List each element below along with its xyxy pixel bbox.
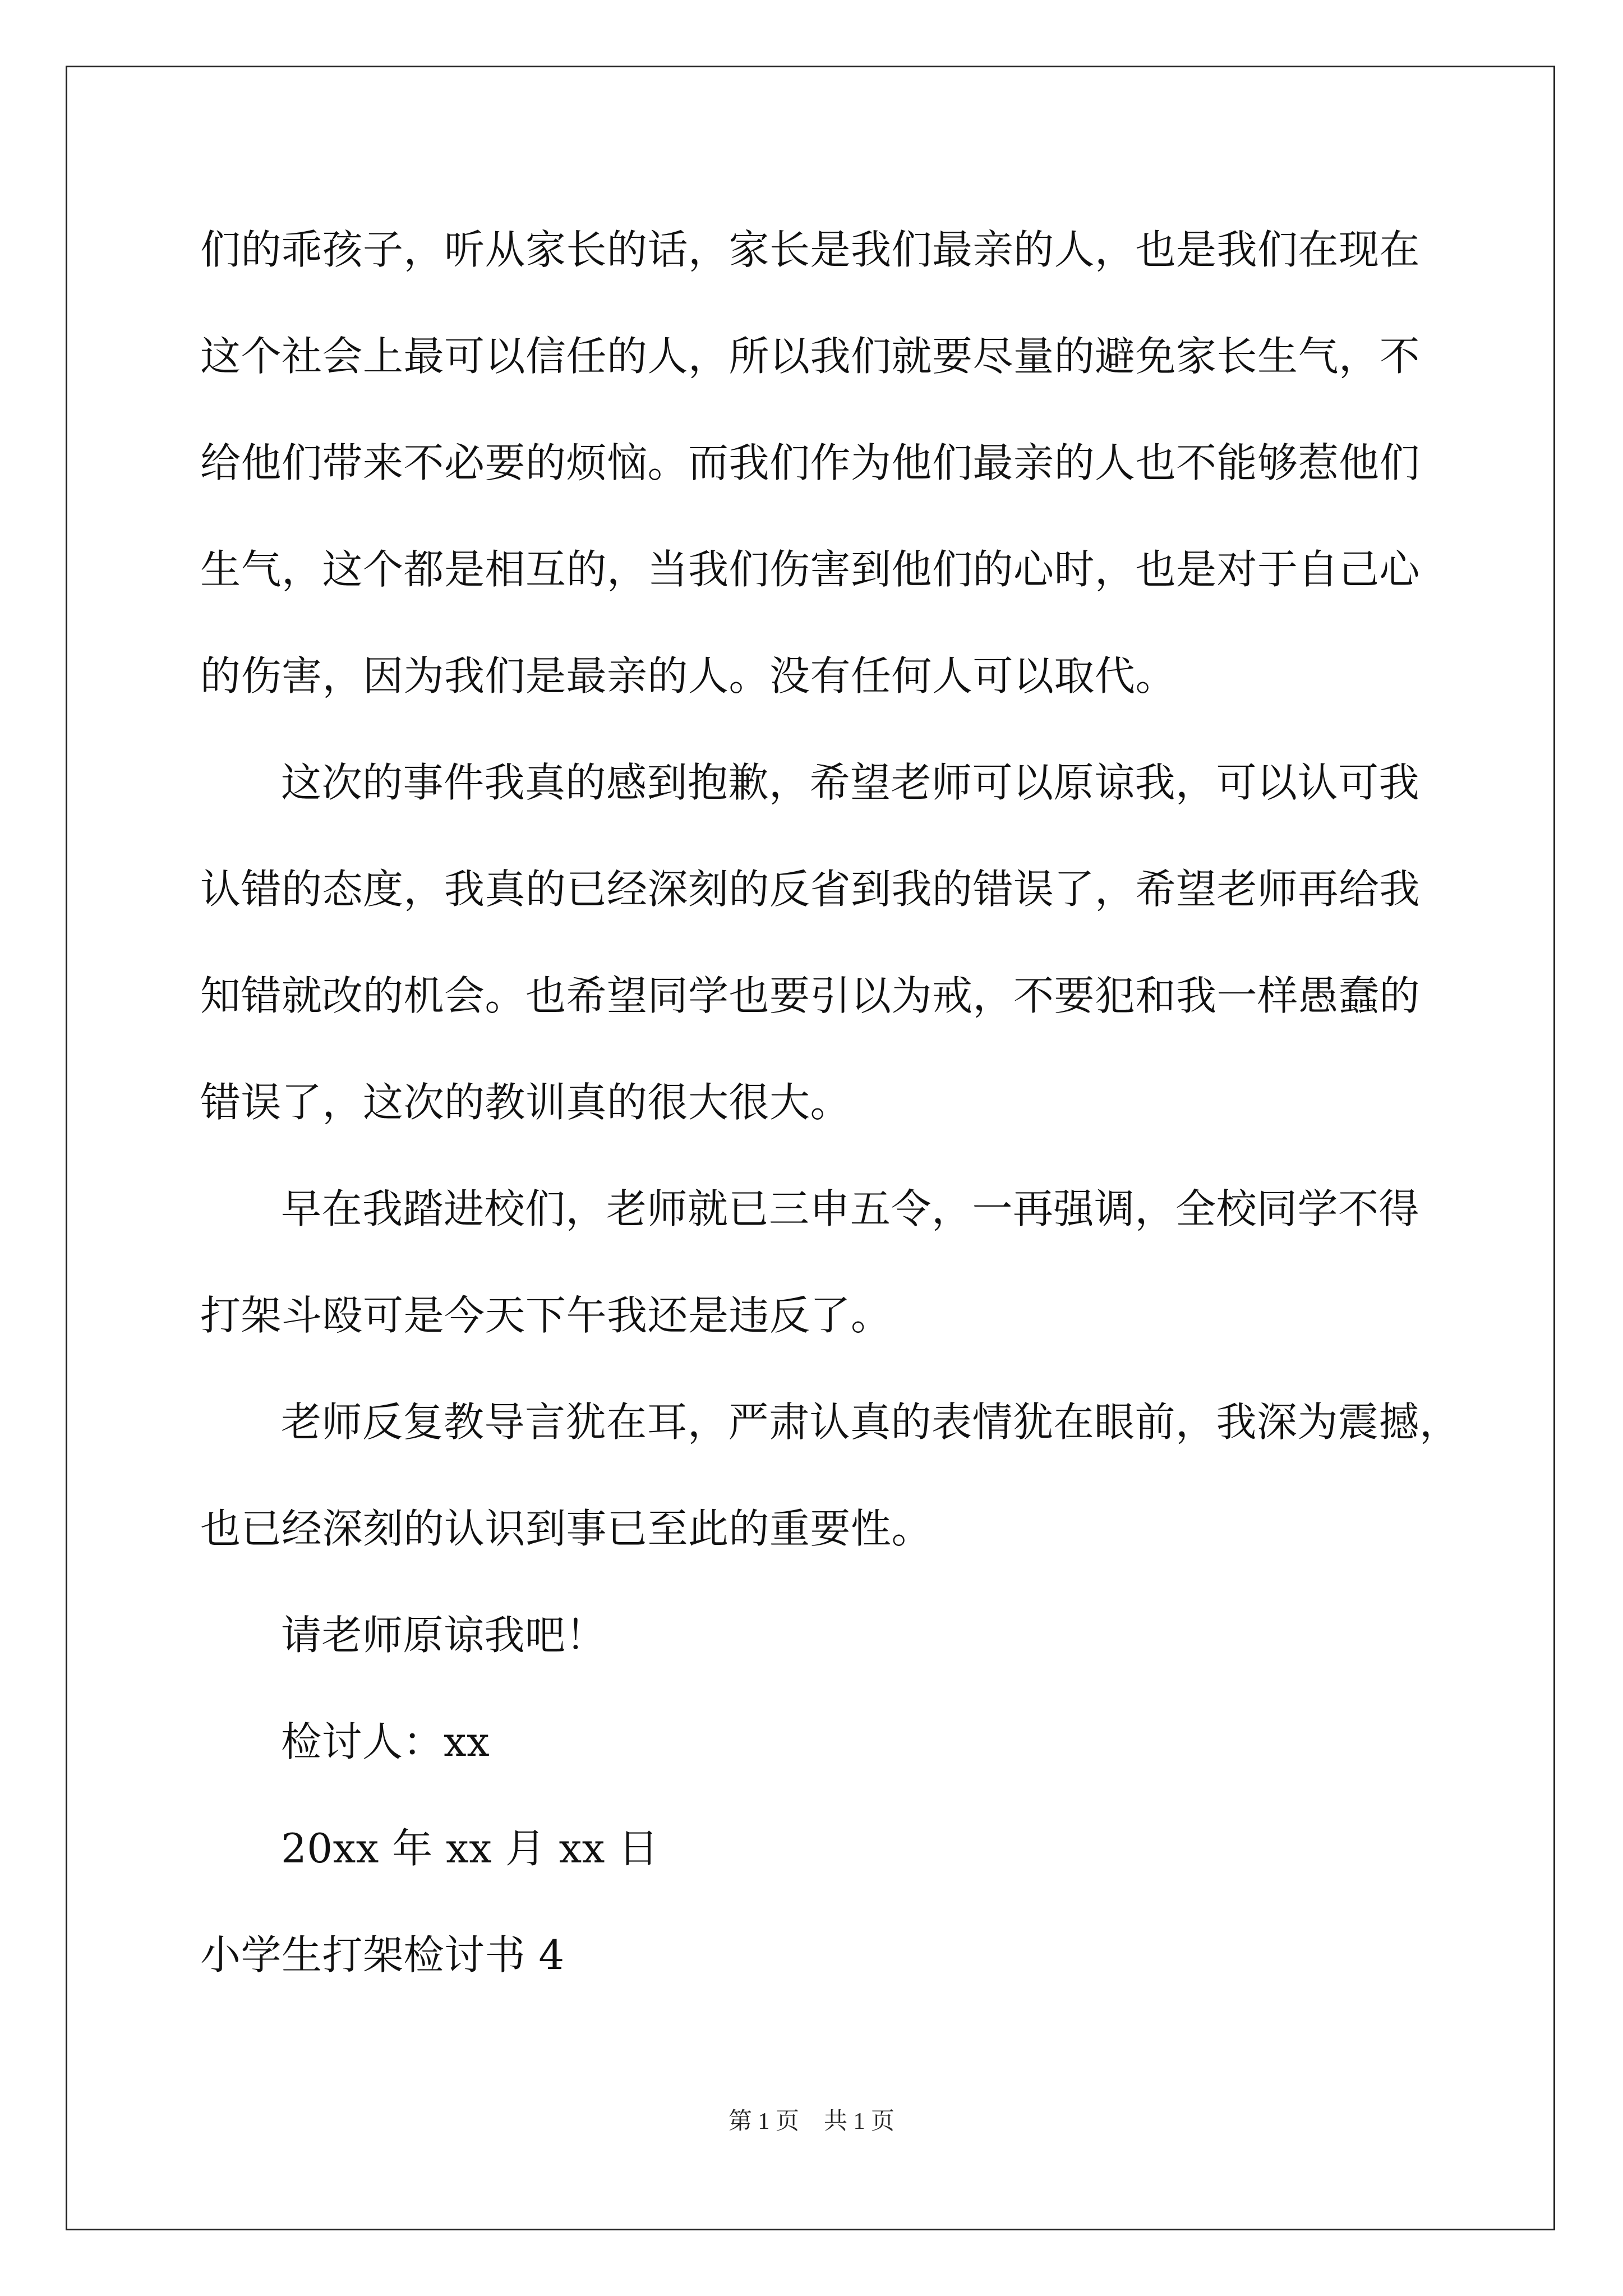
signature-line: 检讨人：xx: [281, 1718, 490, 1765]
text-line: 认错的态度，我真的已经深刻的反省到我的错误了，希望老师再给我: [200, 866, 1421, 913]
paragraph-start: 老师反复教导言犹在耳，严肃认真的表情犹在眼前，我深为震撼，: [281, 1398, 1460, 1446]
text-line: 这个社会上最可以信任的人，所以我们就要尽量的避免家长生气，不: [200, 333, 1421, 380]
text-line: 也已经深刻的认识到事已至此的重要性。: [200, 1505, 933, 1552]
paragraph-start: 这次的事件我真的感到抱歉，希望老师可以原谅我，可以认可我: [281, 759, 1420, 806]
text-line: 的伤害，因为我们是最亲的人。没有任何人可以取代。: [200, 652, 1177, 700]
text-line: 错误了，这次的教训真的很大很大。: [200, 1079, 851, 1126]
text-line: 知错就改的机会。也希望同学也要引以为戒，不要犯和我一样愚蠢的: [200, 972, 1421, 1019]
page-border: [66, 66, 1555, 2230]
next-section-title: 小学生打架检讨书 4: [200, 1931, 565, 1978]
text-line: 打架斗殴可是今天下午我还是违反了。: [200, 1292, 892, 1339]
closing-plea: 请老师原谅我吧！: [281, 1612, 607, 1659]
page-total: 共 1 页: [824, 2109, 895, 2134]
paragraph-start: 早在我踏进校们，老师就已三申五令，一再强调，全校同学不得: [281, 1185, 1420, 1232]
page-footer: [0, 2105, 1623, 2138]
page-number: 第 1 页: [728, 2109, 799, 2134]
text-line: 们的乖孩子，听从家长的话，家长是我们最亲的人，也是我们在现在: [200, 226, 1421, 273]
text-line: 给他们带来不必要的烦恼。而我们作为他们最亲的人也不能够惹他们: [200, 439, 1421, 486]
date-line: 20xx 年 xx 月 xx 日: [281, 1825, 659, 1872]
text-line: 生气，这个都是相互的，当我们伤害到他们的心时，也是对于自己心: [200, 546, 1421, 593]
